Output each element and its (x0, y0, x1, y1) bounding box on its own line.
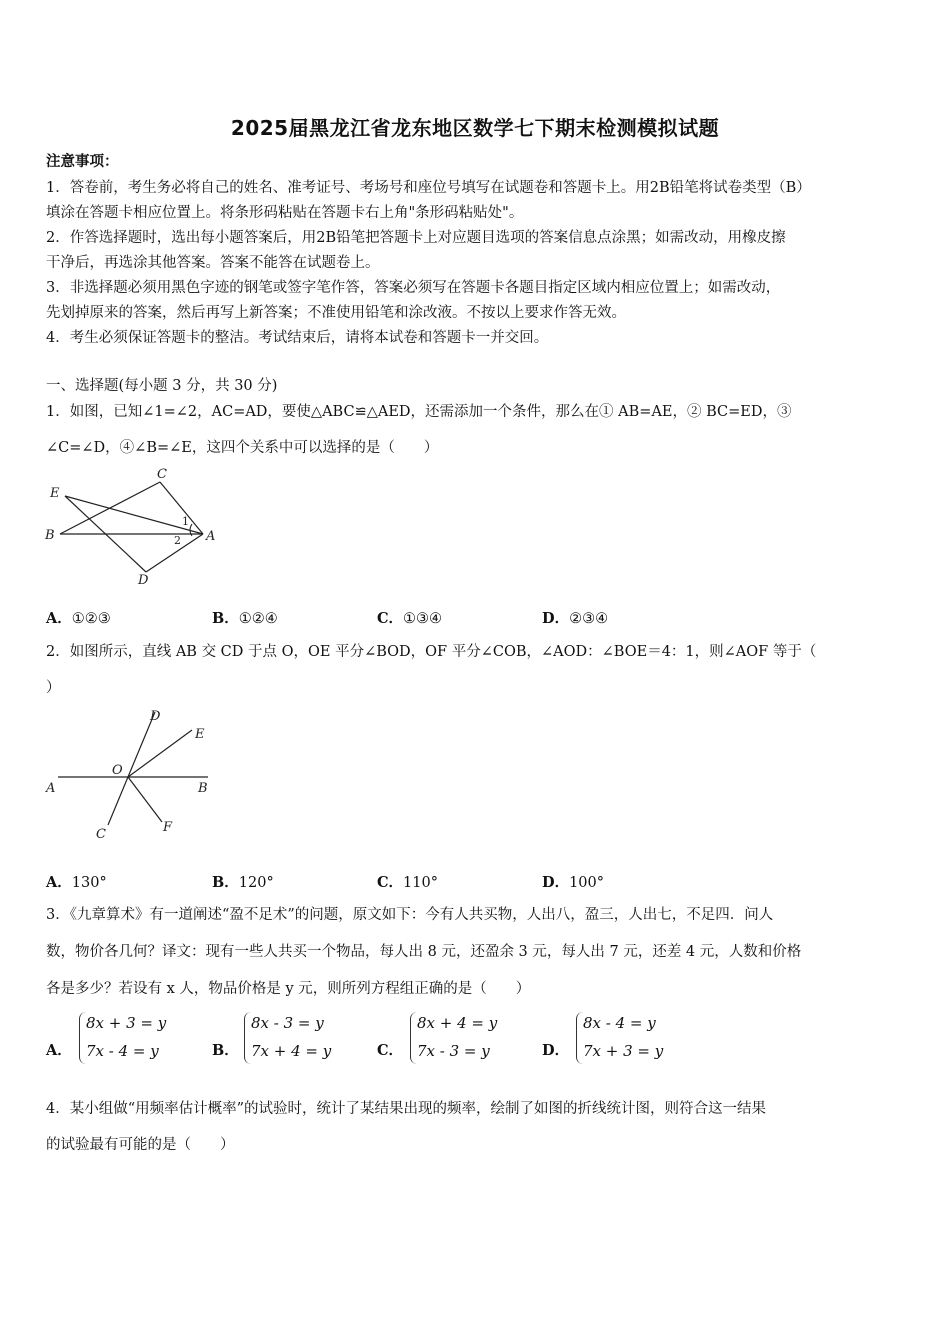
equation-c-1: 8x + 4 = y (417, 1014, 498, 1032)
option-a[interactable]: A．130° (46, 874, 107, 891)
notice-line: 填涂在答题卡相应位置上。将条形码粘贴在答题卡右上角"条形码粘贴处"。 (46, 205, 524, 221)
option-b[interactable]: B．120° (212, 874, 274, 891)
label-A: A (46, 781, 56, 796)
option-c[interactable]: C．①③④ (377, 610, 443, 627)
label-angle-2: 2 (174, 534, 181, 547)
label-angle-1: 1 (182, 515, 189, 528)
label-O: O (112, 763, 123, 778)
brace-icon (576, 1012, 583, 1064)
equation-a-1: 8x + 3 = y (86, 1014, 167, 1032)
equation-a-2: 7x - 4 = y (86, 1042, 159, 1060)
question-1-figure (40, 464, 230, 589)
label-F: F (163, 820, 173, 835)
label-C: C (157, 467, 167, 482)
option-c-key[interactable]: C． (377, 1042, 404, 1059)
label-B: B (45, 528, 55, 543)
question-2-figure (40, 700, 230, 845)
question-3-text: 各是多少？若设有 x 人，物品价格是 y 元，则所列方程组正确的是（ ） (46, 981, 531, 997)
label-C: C (96, 827, 106, 842)
notice-line: 先划掉原来的答案，然后再写上新答案；不准使用铅笔和涂改液。不按以上要求作答无效。 (46, 305, 626, 321)
equation-b-1: 8x - 3 = y (251, 1014, 324, 1032)
equation-d-1: 8x - 4 = y (583, 1014, 656, 1032)
label-A: A (206, 529, 216, 544)
page-title: 2025届黑龙江省龙东地区数学七下期末检测模拟试题 (230, 116, 720, 140)
label-B: B (198, 781, 208, 796)
question-1-text: ∠C=∠D，④∠B=∠E，这四个关系中可以选择的是（ ） (46, 440, 439, 456)
brace-icon (244, 1012, 251, 1064)
question-1-text: 1．如图，已知∠1=∠2，AC=AD，要使△ABC≌△AED，还需添加一个条件，那么在① AB=AE，② BC=ED，③ (46, 404, 792, 420)
option-a[interactable]: A．①②③ (46, 610, 111, 627)
notice-line: 4．考生必须保证答题卡的整洁。考试结束后，请将本试卷和答题卡一并交回。 (46, 330, 549, 346)
equation-c-2: 7x - 3 = y (417, 1042, 490, 1060)
label-E: E (50, 486, 60, 501)
brace-icon (410, 1012, 417, 1064)
option-c[interactable]: C．110° (377, 874, 438, 891)
option-d-key[interactable]: D． (542, 1042, 570, 1059)
option-d[interactable]: D．100° (542, 874, 605, 891)
question-3-text: 3．《九章算术》有一道阐述“盈不足术”的问题，原文如下：今有人共买物，人出八，盈三，人出七，不足四．问人 (46, 907, 774, 923)
question-2-text: ） (46, 680, 61, 696)
equation-b-2: 7x + 4 = y (251, 1042, 332, 1060)
option-b[interactable]: B．①②④ (212, 610, 278, 627)
notice-line: 1．答卷前，考生务必将自己的姓名、准考证号、考场号和座位号填写在试题卷和答题卡上。用2B铅笔将试卷类型（B） (46, 180, 811, 196)
option-a-key[interactable]: A． (46, 1042, 72, 1059)
section-heading: 一、选择题(每小题 3 分，共 30 分) (46, 378, 278, 394)
question-4-text: 的试验最有可能的是（ ） (46, 1137, 235, 1153)
brace-icon (79, 1012, 86, 1064)
question-4-text: 4．某小组做“用频率估计概率”的试验时，统计了某结果出现的频率，绘制了如图的折线统计图，则符合这一结果 (46, 1101, 767, 1117)
notice-heading: 注意事项： (46, 153, 119, 170)
option-b-key[interactable]: B． (212, 1042, 239, 1059)
notice-line: 2．作答选择题时，选出每小题答案后，用2B铅笔把答题卡上对应题目选项的答案信息点涂黑；如需改动，用橡皮擦 (46, 230, 786, 246)
option-d[interactable]: D．②③④ (542, 610, 609, 627)
label-D: D (150, 709, 161, 724)
equation-d-2: 7x + 3 = y (583, 1042, 664, 1060)
label-E: E (195, 727, 205, 742)
question-3-text: 数，物价各几何？译文：现有一些人共买一个物品，每人出 8 元，还盈余 3 元，每人出 7 元，还差 4 元，人数和价格 (46, 944, 802, 960)
notice-line: 干净后，再选涂其他答案。答案不能答在试题卷上。 (46, 255, 380, 271)
label-D: D (138, 573, 149, 588)
question-2-text: 2．如图所示，直线 AB 交 CD 于点 O，OE 平分∠BOD，OF 平分∠COB，∠AOD：∠BOE＝4：1，则∠AOF 等于（ (46, 644, 817, 660)
notice-line: 3．非选择题必须用黑色字迹的钢笔或签字笔作答，答案必须写在答题卡各题目指定区域内相应位置上；如需改动， (46, 280, 781, 296)
